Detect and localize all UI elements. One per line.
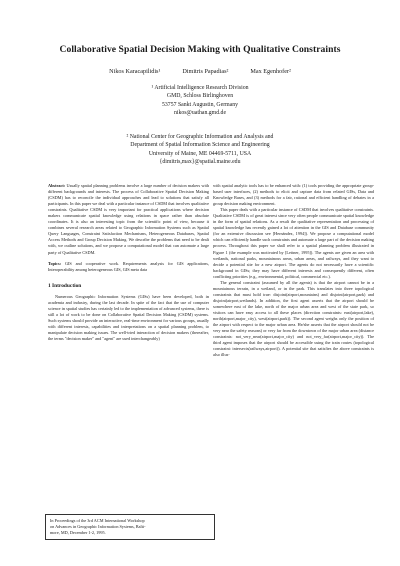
author-name: Nikos Karacapilidis¹ <box>109 68 161 75</box>
footnote-line: more, MD, December 1-2, 1995. <box>50 529 106 535</box>
abstract-label: Abstract: <box>48 183 66 188</box>
affiliation-line: GMD, Schloss Birlinghoven <box>166 93 234 100</box>
affiliation-line: University of Maine, ME 04469-5711, USA <box>148 150 252 157</box>
affiliation-line: ¹ Artificial Intelligence Research Division <box>151 85 249 91</box>
right-column <box>213 183 374 358</box>
abstract <box>48 183 209 256</box>
paper-title: Collaborative Spatial Decision Making with Qualitative Constraints <box>59 44 341 55</box>
affiliation-email: {dimitris,max}@spatial.maine.edu <box>159 158 241 165</box>
body-paragraph: The general constraint (assumed by all the agents) is that the airport cannot be in a mountainous terrain, in a wetland, or in the park. This translates into three topological constraints that must hold true: disjoint(airport,mountains) and disjoint(airport,park) and disjoint(airport,wetlands). In addition, the first agent asserts that the airport should be somewhere east of the lake, north of the major urban area and west of the state park, so visitors can have easy access to all these places (direction constraints: east(airport,lake), north(airport,major_city), west(airport,park)). The second agent weighs only the position of the airport with respect to the major urban area. He/she asserts that the airport should not be very near the safety reasons) or very far from the downtown of the major urban area (distance constraints: not_very_near(airport,major_city) and not_very_far(airport,major_city)). The third agent imposes that the airport should be accessible using the train routes (topological constraint: intersects(railways,airport)). A potential site that satisfies the above constraints is also illus- <box>213 279 374 358</box>
footnote-line: In Proceedings of the 3rd ACM International Workshop <box>50 518 145 523</box>
affiliation-1 <box>0 84 400 117</box>
affiliation-line: ² National Center for Geographic Information and Analysis and <box>126 134 274 140</box>
affiliation-email: nikos@uathan.gmd.de <box>173 109 227 116</box>
affiliation-2 <box>0 133 400 166</box>
author-list <box>0 68 400 75</box>
topics-text: GIS and cooperative work. Requirements analysis for GIS applications, Interoperability among heterogeneous GIS, GIS meta data <box>48 260 210 272</box>
author-name: Max Egenhofer² <box>250 68 291 75</box>
topics-label: Topics: <box>48 260 62 266</box>
author-name: Dimitris Papadias² <box>182 68 229 75</box>
affiliation-line: 53757 Sankt Augustin, Germany <box>162 101 238 108</box>
affiliation-line: Department of Spatial Information Science and Engineering <box>130 142 270 149</box>
footnote-line: on Advances in Geographic Information Systems, Balti- <box>50 523 146 529</box>
section-heading: 1 Introduction <box>48 282 82 289</box>
body-paragraph: with spatial analytic tools has to be enhanced with: (1) tools providing the appropriate group-based user interfaces, (2) methods to elicit and capture data from related GISs, Data and Knowledge Bases, and (3) methods for a fair, rational and efficient handling of debates in a group decision making environment. <box>213 183 374 207</box>
abstract-text: Usually spatial planning problems involve a large number of decision makers with different backgrounds and interests. The process of Collaborative Spatial Decision Making (CSDM) has to reconcile the individual approaches and lead to solutions that satisfy all participants. In this paper we deal with a particular instance of CSDM that involves qualitative constraints. Qualitative CSDM is very important for practical applications where decision makers communicate spatial knowledge using relations in space rather than absolute coordinates. It is also an interesting topic from the scientific point of view, because it combines several research areas related to Geographic Information Systems such as Spatial Query Languages, Constraint Satisfaction Mechanisms, Heterogeneous Databases, Spatial Access Methods and Group Decision Making. We describe the problems that need to be dealt with, we outline solutions, and we propose a computational model that can automate a large party of Qualitative CSDM. <box>48 183 209 255</box>
topics <box>48 261 209 273</box>
proceedings-footnote <box>45 514 215 540</box>
intro-paragraph: Numerous Geographic Information Systems (GISs) have been developed, both in academia and industry, during the last decade. In spite of the fact that the use of computer science in spatial studies has certainly led to the implementation of advanced systems, there is still a lot of work to be done on Collaborative Spatial Decision Making (CSDM) systems. Such systems should provide an interactive, real-time environment for various groups, usually with different interests, capabilities and interpretations on a spatial planning problem, to manipulate decision making issues. The well-tried interaction of decision makers (thereafter, the terms "decision maker" and "agent" are used interchangeably) <box>48 293 209 342</box>
body-paragraph: This paper deals with a particular instance of CSDM that involves qualitative constraints. Qualitative CSDM is of great interest since very often people communicate spatial knowledge in the form of spatial relations. As a result the qualitative representation and processing of spatial knowledge has recently gained a lot of attention in the GIS and Database community (for an extensive discussion see [Hernández, 1994]). We propose a computational model which can efficiently handle such constraints and automate a large part of the decision making process. Throughout this paper we shall refer to a spatial planning problem illustrated in Figure 1 (the example was motivated by [Lettner, 1995]). The agents are given an area with wetlands, national parks, mountainous areas, urban areas, and railways, and they want to decide a potential site for a new airport. The agents do not necessarily have a scientific background in GISs; they may have different interests and consequently different, often conflicting priorities (e.g., environmental, political, commercial etc.). <box>213 207 374 279</box>
left-column <box>48 183 209 342</box>
